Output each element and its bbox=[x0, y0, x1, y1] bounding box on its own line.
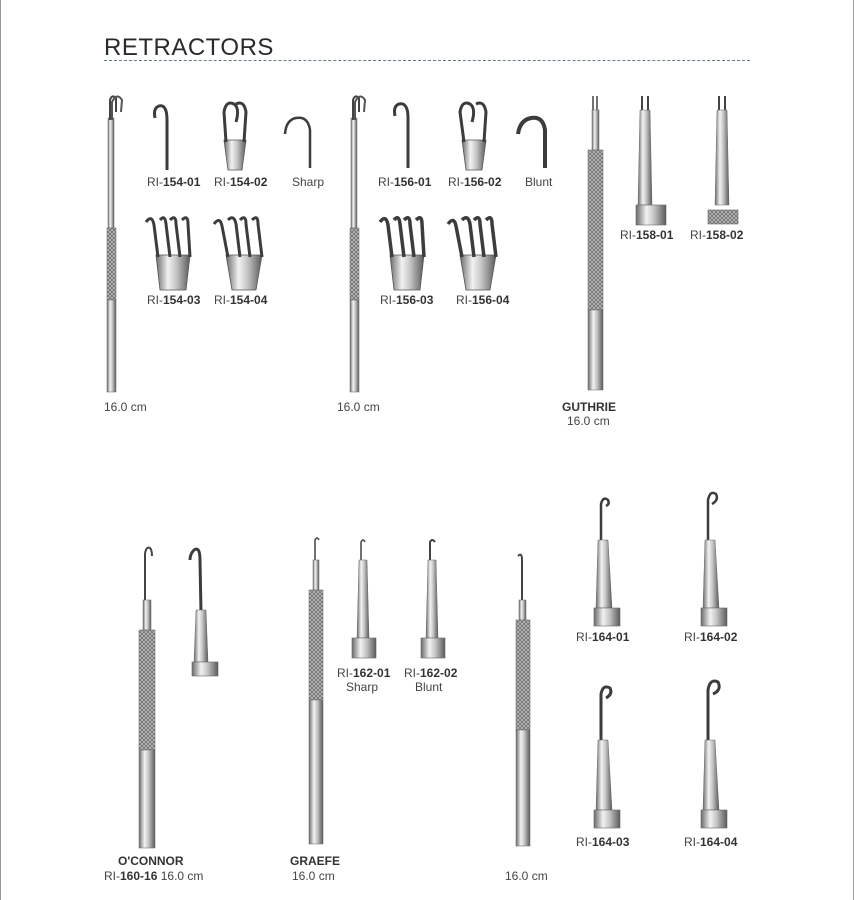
hook-164-04 bbox=[701, 681, 727, 828]
retractor-164-full-instrument bbox=[516, 555, 530, 846]
length-label-156: 16.0 cm bbox=[337, 400, 380, 414]
length-label-graefe: 16.0 cm bbox=[292, 869, 335, 883]
instrument-name-oconnor: O'CONNOR bbox=[118, 854, 184, 868]
hook-154-03 bbox=[146, 218, 190, 290]
page-title: RETRACTORS bbox=[104, 34, 274, 62]
variant-label-162-02: Blunt bbox=[415, 680, 443, 694]
hook-162-02 bbox=[421, 540, 445, 658]
variant-label-blunt: Blunt bbox=[525, 175, 553, 189]
variant-label-sharp: Sharp bbox=[292, 175, 325, 189]
retractor-154-full-instrument bbox=[107, 96, 122, 392]
code-label-164-01: RI-164-01 bbox=[576, 630, 630, 644]
code-label-156-02: RI-156-02 bbox=[448, 175, 502, 189]
length-label-guthrie: 16.0 cm bbox=[567, 414, 610, 428]
hook-164-02 bbox=[701, 493, 727, 626]
oconnor-hook-detail bbox=[190, 549, 218, 676]
hook-158-01 bbox=[636, 96, 666, 225]
oconnor-full-instrument bbox=[139, 548, 155, 848]
hook-154-02 bbox=[224, 103, 246, 170]
hook-154-01 bbox=[155, 106, 168, 170]
hook-156-04 bbox=[448, 218, 496, 290]
length-label-154: 16.0 cm bbox=[104, 400, 147, 414]
code-label-164-02: RI-164-02 bbox=[684, 630, 738, 644]
code-label-162-02: RI-162-02 bbox=[404, 666, 458, 680]
code-label-164-04: RI-164-04 bbox=[684, 835, 738, 849]
code-label-154-01: RI-154-01 bbox=[147, 175, 201, 189]
hook-154-04 bbox=[214, 218, 262, 290]
hook-164-03 bbox=[594, 687, 620, 828]
hook-156-02 bbox=[460, 103, 486, 170]
code-label-156-03: RI-156-03 bbox=[380, 293, 434, 307]
hook-156-01 bbox=[395, 104, 409, 168]
code-label-156-01: RI-156-01 bbox=[378, 175, 432, 189]
instrument-name-guthrie: GUTHRIE bbox=[562, 400, 616, 414]
code-label-162-01: RI-162-01 bbox=[337, 666, 391, 680]
retractor-156-full-instrument bbox=[350, 96, 365, 392]
code-label-154-02: RI-154-02 bbox=[214, 175, 268, 189]
hook-sharp-tip bbox=[285, 118, 310, 168]
hook-158-02 bbox=[708, 96, 738, 224]
hook-162-01 bbox=[352, 540, 376, 658]
guthrie-full-instrument bbox=[588, 96, 603, 390]
code-label-158-01: RI-158-01 bbox=[620, 228, 674, 242]
code-label-154-03: RI-154-03 bbox=[147, 293, 201, 307]
hook-156-03 bbox=[380, 218, 424, 290]
code-label-156-04: RI-156-04 bbox=[456, 293, 510, 307]
length-label-164: 16.0 cm bbox=[505, 869, 548, 883]
code-length-label-oconnor: RI-160-16 16.0 cm bbox=[104, 869, 204, 883]
code-label-158-02: RI-158-02 bbox=[690, 228, 744, 242]
instrument-name-graefe: GRAEFE bbox=[290, 854, 341, 868]
variant-label-162-01: Sharp bbox=[346, 680, 379, 694]
graefe-full-instrument bbox=[309, 538, 323, 844]
hook-blunt-tip bbox=[518, 118, 545, 168]
code-label-154-04: RI-154-04 bbox=[214, 293, 268, 307]
code-label-164-03: RI-164-03 bbox=[576, 835, 630, 849]
hook-164-01 bbox=[594, 499, 620, 626]
